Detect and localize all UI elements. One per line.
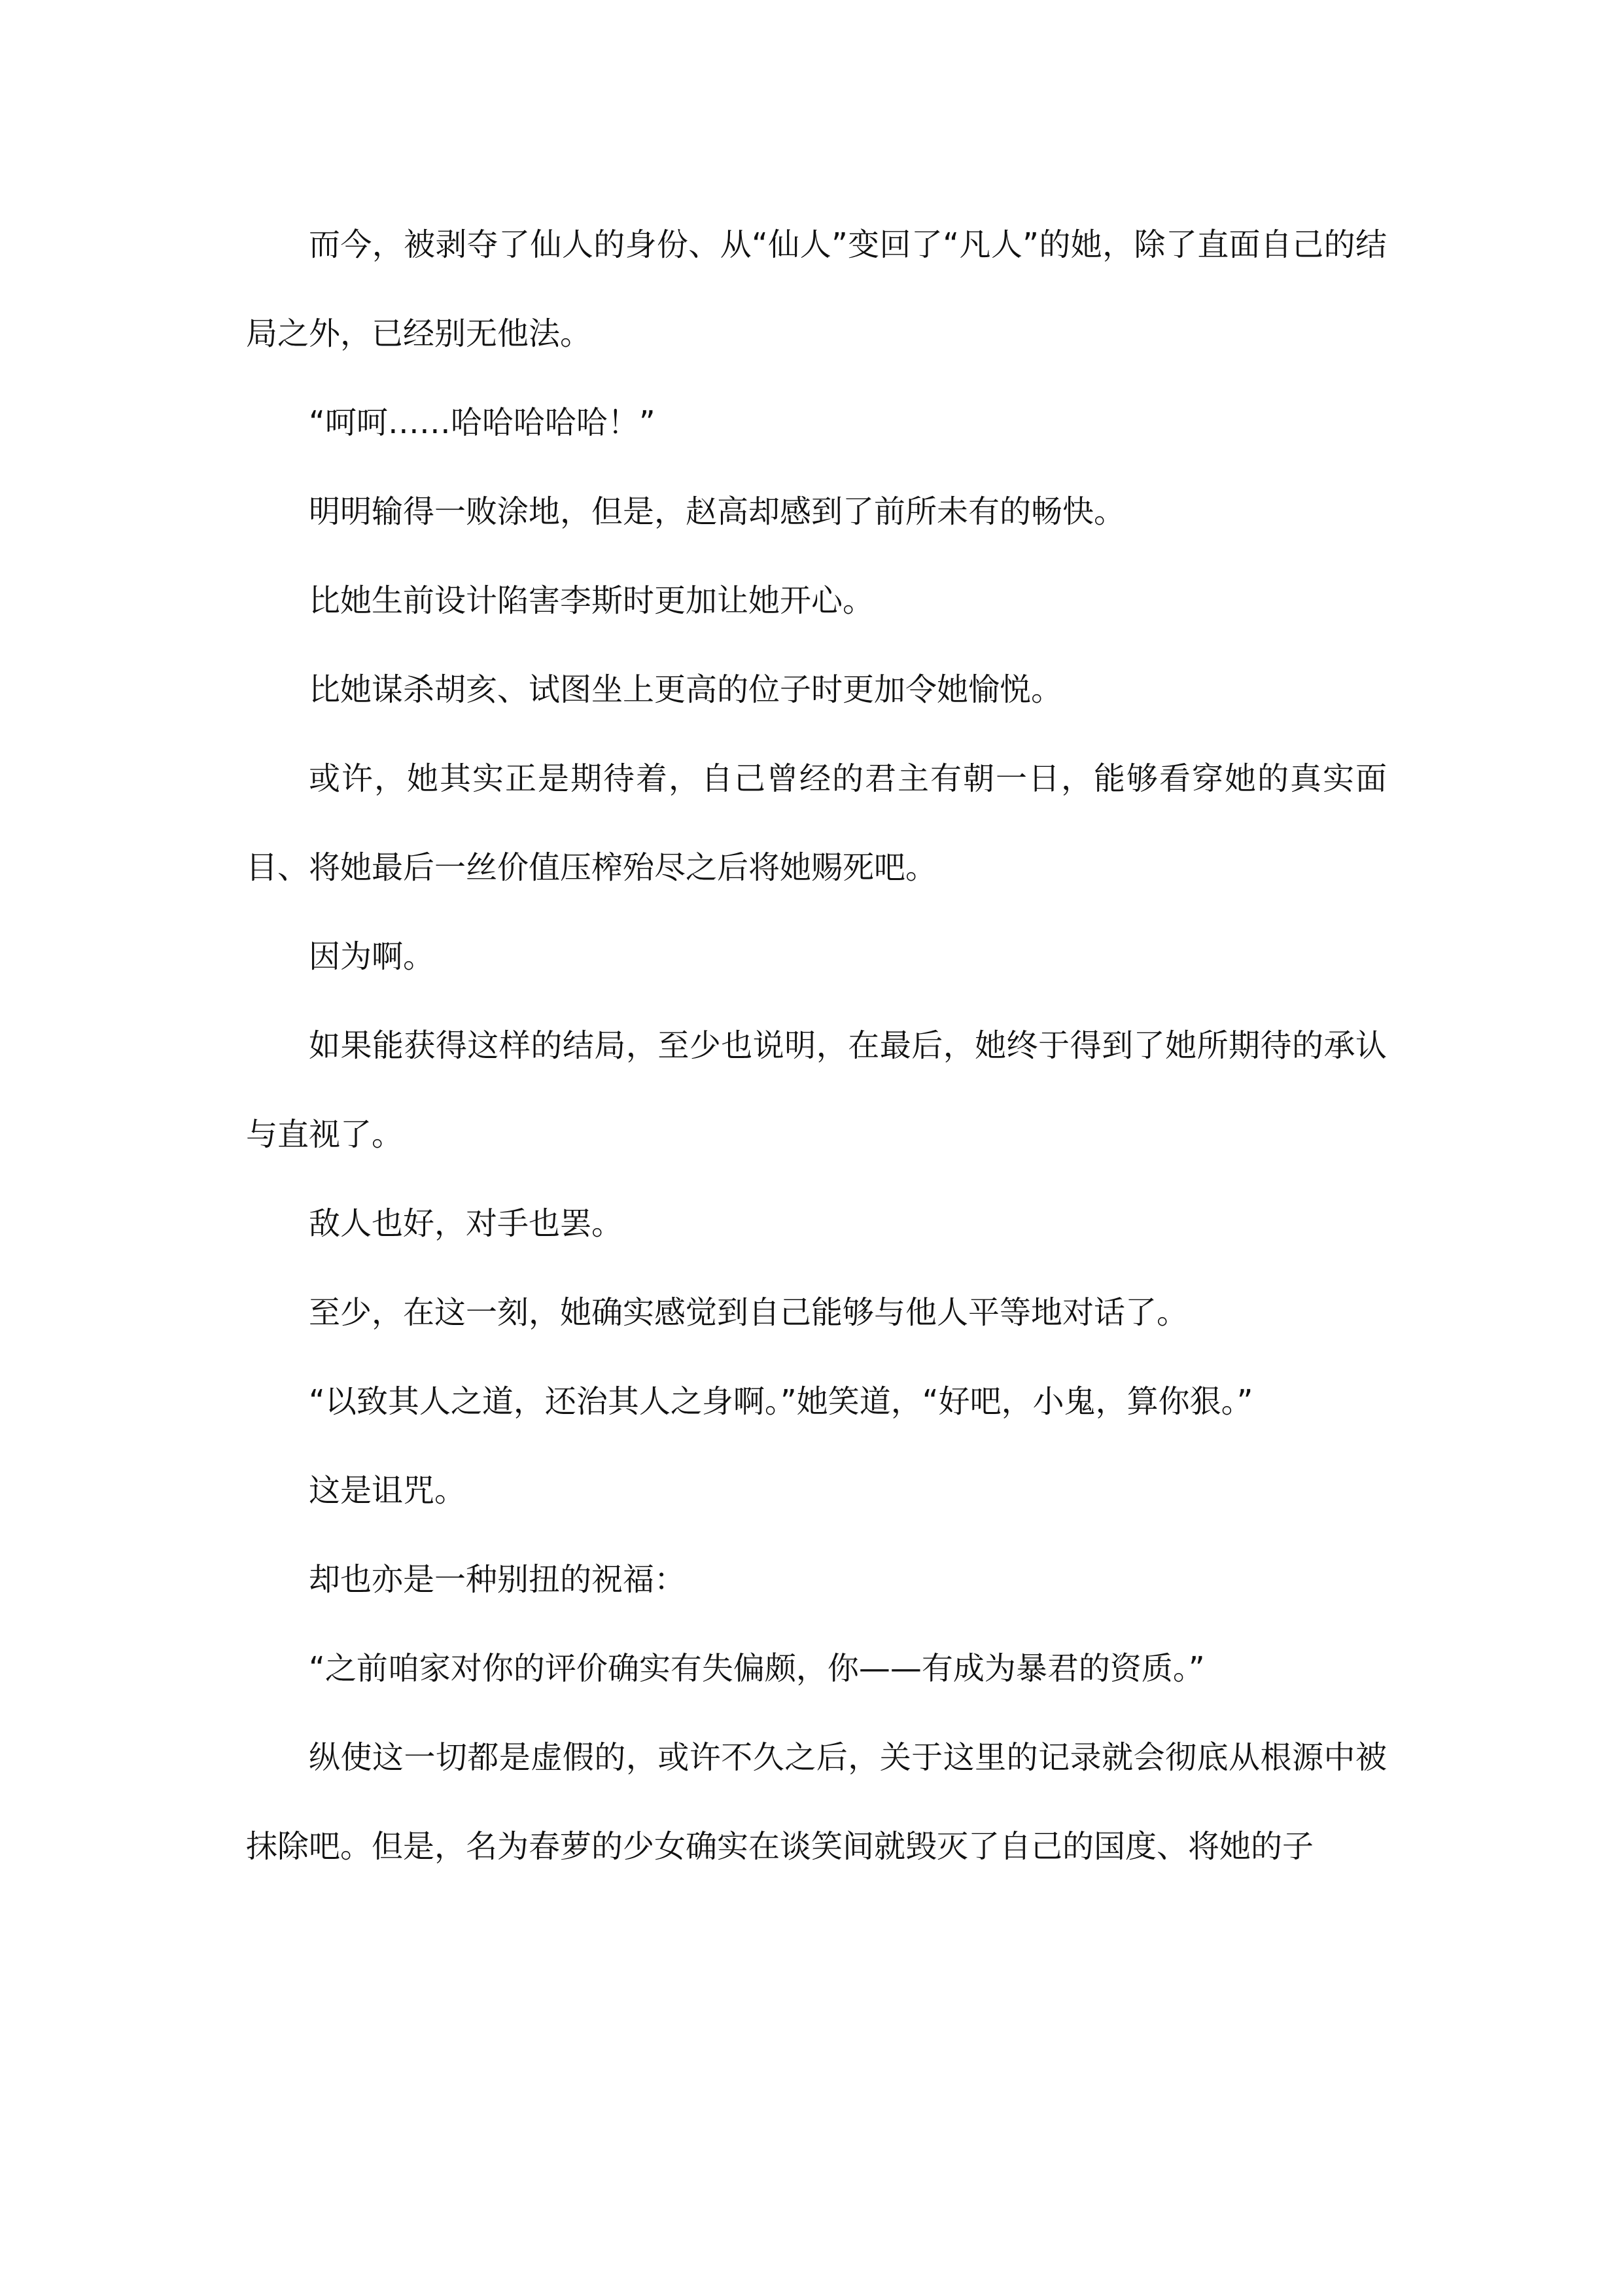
paragraph-8: 如果能获得这样的结局，至少也说明，在最后，她终于得到了她所期待的承认与直视了。 <box>246 1027 1387 1153</box>
paragraph-3: 明明输得一败涂地，但是，赵高却感到了前所未有的畅快。 <box>309 493 1126 530</box>
document-body <box>246 200 1387 1891</box>
paragraph-12: 这是诅咒。 <box>309 1472 466 1509</box>
paragraph-10: 至少，在这一刻，她确实感觉到自己能够与他人平等地对话了。 <box>309 1294 1189 1331</box>
paragraph-6: 或许，她其实正是期待着，自己曾经的君主有朝一日，能够看穿她的真实面目、将她最后一丝价值压榨殆尽之后将她赐死吧。 <box>246 760 1387 886</box>
paragraph-4: 比她生前设计陷害李斯时更加让她开心。 <box>309 582 875 619</box>
paragraph-1: 而今，被剥夺了仙人的身份、从“仙人”变回了“凡人”的她，除了直面自己的结局之外，已经别无他法。 <box>246 226 1387 352</box>
paragraph-5: 比她谋杀胡亥、试图坐上更高的位子时更加令她愉悦。 <box>309 671 1063 708</box>
paragraph-14: “之前咱家对你的评价确实有失偏颇，你——有成为暴君的资质。” <box>309 1650 1205 1687</box>
paragraph-7: 因为啊。 <box>309 938 435 975</box>
paragraph-11: “以致其人之道，还治其人之身啊。”她笑道，“好吧，小鬼，算你狠。” <box>309 1383 1253 1420</box>
paragraph-9: 敌人也好，对手也罢。 <box>309 1205 623 1242</box>
paragraph-15: 纵使这一切都是虚假的，或许不久之后，关于这里的记录就会彻底从根源中被抹除吧。但是，名为春萝的少女确实在谈笑间就毁灭了自己的国度、将她的子 <box>246 1739 1387 1865</box>
paragraph-13: 却也亦是一种别扭的祝福： <box>309 1561 686 1598</box>
paragraph-2: “呵呵……哈哈哈哈哈！” <box>309 404 655 441</box>
